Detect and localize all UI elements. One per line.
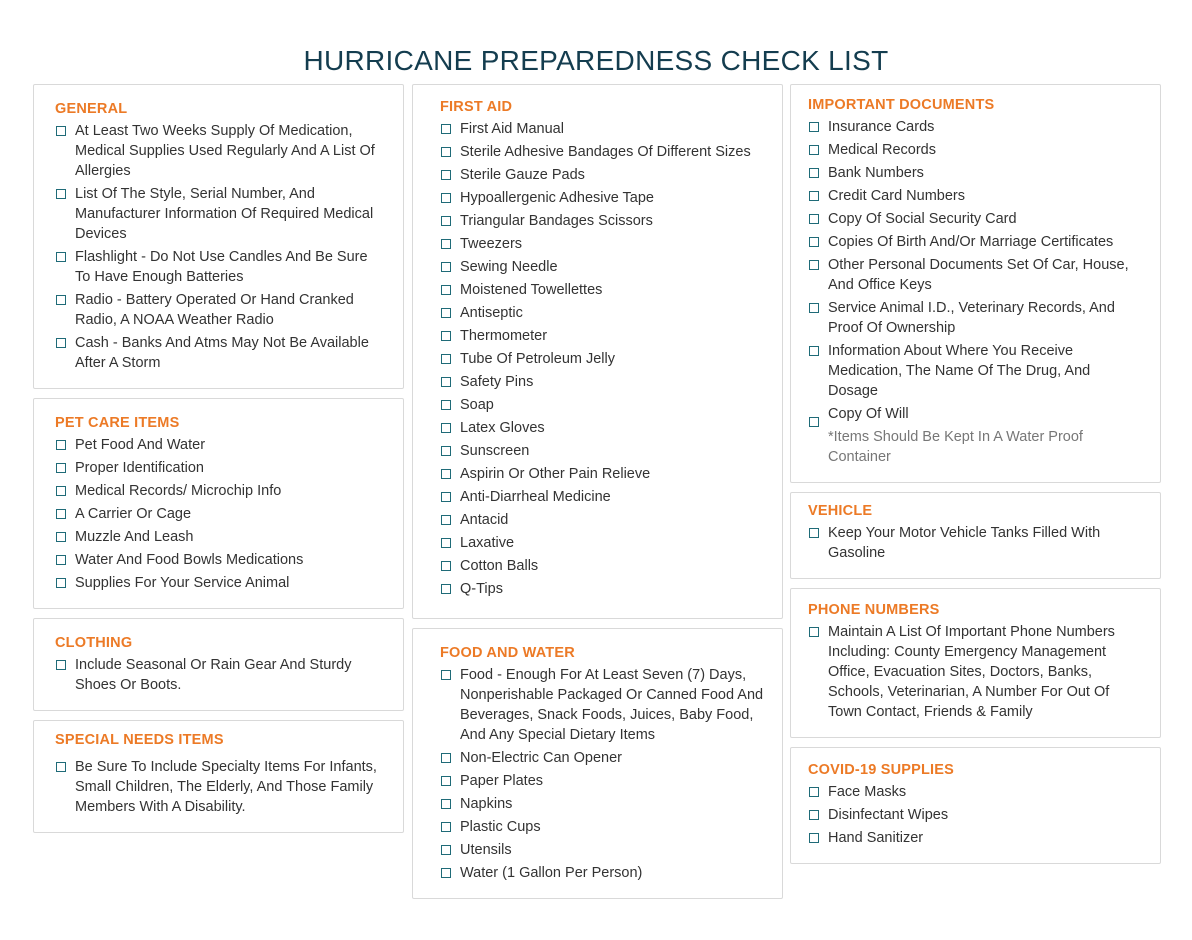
checkbox-icon[interactable] xyxy=(441,124,451,134)
list-item xyxy=(440,372,764,392)
list-item xyxy=(440,142,764,162)
list-item-text: Moistened Towellettes xyxy=(460,282,603,298)
list-item-text: Safety Pins xyxy=(460,374,534,390)
checkbox-icon[interactable] xyxy=(809,417,819,427)
list-item-text: Anti-Diarrheal Medicine xyxy=(460,489,611,505)
checkbox-icon[interactable] xyxy=(441,584,451,594)
list-item xyxy=(808,255,1142,295)
list-item-text: Plastic Cups xyxy=(460,819,541,835)
checkbox-icon[interactable] xyxy=(56,440,66,450)
list-item xyxy=(55,290,385,330)
checklist xyxy=(440,119,764,599)
list-item-text: Tube Of Petroleum Jelly xyxy=(460,351,615,367)
checklist xyxy=(808,622,1142,722)
page-title: HURRICANE PREPAREDNESS CHECK LIST xyxy=(303,44,889,76)
list-item-text: A Carrier Or Cage xyxy=(75,506,192,522)
list-item-text: Hand Sanitizer xyxy=(828,830,924,846)
list-item-text: At Least Two Weeks Supply Of Medication, Medical Supplies Used Regularly And A List Of Allergies xyxy=(75,123,375,179)
checkbox-icon[interactable] xyxy=(809,627,819,637)
checkbox-icon[interactable] xyxy=(441,670,451,680)
checkbox-icon[interactable] xyxy=(56,126,66,136)
checklist xyxy=(808,117,1142,401)
list-item-text: Copy Of Social Security Card xyxy=(828,211,1017,227)
list-item-text: Credit Card Numbers xyxy=(828,188,965,204)
list-item-text: Proper Identification xyxy=(75,460,204,476)
checkbox-icon[interactable] xyxy=(809,810,819,820)
section-heading: GENERAL xyxy=(55,101,128,117)
list-item xyxy=(808,782,1142,802)
list-item-text: Supplies For Your Service Animal xyxy=(75,575,290,591)
list-item-text: Cotton Balls xyxy=(460,558,539,574)
list-item-text: Sterile Adhesive Bandages Of Different Sizes xyxy=(460,144,751,160)
list-item xyxy=(808,186,1142,206)
list-item xyxy=(440,188,764,208)
list-item xyxy=(440,533,764,553)
list-item xyxy=(440,794,764,814)
list-item xyxy=(440,487,764,507)
list-item xyxy=(440,349,764,369)
list-item-text: Cash - Banks And Atms May Not Be Available After A Storm xyxy=(75,335,369,371)
list-item-text: Pet Food And Water xyxy=(75,437,206,453)
list-item-text: Q-Tips xyxy=(460,581,503,597)
card-vehicle xyxy=(790,492,1161,579)
list-item xyxy=(55,247,385,287)
list-item-text: Flashlight - Do Not Use Candles And Be Sure To Have Enough Batteries xyxy=(75,249,368,285)
checkbox-icon[interactable] xyxy=(56,762,66,772)
list-item-text: Antiseptic xyxy=(460,305,523,321)
section-heading: FOOD AND WATER xyxy=(440,645,575,661)
list-item xyxy=(440,234,764,254)
section-heading: VEHICLE xyxy=(808,503,873,519)
checklist xyxy=(55,757,385,817)
checkbox-icon[interactable] xyxy=(441,753,451,763)
checkbox-icon[interactable] xyxy=(56,509,66,519)
list-item-text: Paper Plates xyxy=(460,773,544,789)
list-item xyxy=(440,119,764,139)
list-item xyxy=(55,435,385,455)
checkbox-icon[interactable] xyxy=(56,338,66,348)
checklist-last xyxy=(808,404,1142,467)
checkbox-icon[interactable] xyxy=(56,252,66,262)
list-item xyxy=(55,527,385,547)
checkbox-icon[interactable] xyxy=(441,423,451,433)
list-item-text: Be Sure To Include Specialty Items For Infants, Small Children, The Elderly, And Those Family Members With A Disability. xyxy=(75,759,377,815)
list-item xyxy=(808,163,1142,183)
list-item-text: Sunscreen xyxy=(460,443,530,459)
list-item xyxy=(808,140,1142,160)
checkbox-icon[interactable] xyxy=(56,295,66,305)
list-item-text: Radio - Battery Operated Or Hand Cranked Radio, A NOAA Weather Radio xyxy=(75,292,354,328)
section-heading: CLOTHING xyxy=(55,635,133,651)
checkbox-icon[interactable] xyxy=(441,308,451,318)
list-item-text: Medical Records/ Microchip Info xyxy=(75,483,282,499)
list-item-text: Thermometer xyxy=(460,328,548,344)
list-item-text: Muzzle And Leash xyxy=(75,529,194,545)
checkbox-icon[interactable] xyxy=(809,145,819,155)
list-item-text: Food - Enough For At Least Seven (7) Days, Nonperishable Packaged Or Canned Food And Beverages, Snack Foods, Juices, Baby Food, And Any Special Dietary Items xyxy=(460,667,764,743)
list-item-text: Soap xyxy=(460,397,494,413)
list-item xyxy=(55,504,385,524)
list-item xyxy=(55,184,385,244)
list-item xyxy=(55,333,385,373)
list-item-text: Latex Gloves xyxy=(460,420,545,436)
checkbox-icon[interactable] xyxy=(809,237,819,247)
section-heading: COVID-19 SUPPLIES xyxy=(808,762,955,778)
checkbox-icon[interactable] xyxy=(809,214,819,224)
checkbox-icon[interactable] xyxy=(441,822,451,832)
list-item xyxy=(55,550,385,570)
list-item xyxy=(808,622,1142,722)
list-item xyxy=(55,458,385,478)
checkbox-icon[interactable] xyxy=(441,239,451,249)
card-pet-care xyxy=(33,398,404,609)
list-item-text: Keep Your Motor Vehicle Tanks Filled With Gasoline xyxy=(828,525,1101,561)
checkbox-icon[interactable] xyxy=(56,463,66,473)
list-item-text: Sterile Gauze Pads xyxy=(460,167,585,183)
list-item-text: Tweezers xyxy=(460,236,523,252)
checkbox-icon[interactable] xyxy=(809,303,819,313)
list-item xyxy=(440,817,764,837)
section-heading: PHONE NUMBERS xyxy=(808,602,940,618)
list-item-text: Napkins xyxy=(460,796,513,812)
section-heading: IMPORTANT DOCUMENTS xyxy=(808,97,995,113)
column-right xyxy=(790,84,1161,873)
list-item xyxy=(440,280,764,300)
list-item-text: Non-Electric Can Opener xyxy=(460,750,622,766)
list-item-text: Include Seasonal Or Rain Gear And Sturdy Shoes Or Boots. xyxy=(75,657,352,693)
list-item-text: Triangular Bandages Scissors xyxy=(460,213,653,229)
card-phone-numbers xyxy=(790,588,1161,738)
checklist xyxy=(440,665,764,883)
checklist xyxy=(808,523,1142,563)
list-item xyxy=(440,863,764,883)
checkbox-icon[interactable] xyxy=(441,561,451,571)
card-food-water xyxy=(412,628,783,899)
list-item-text: Service Animal I.D., Veterinary Records, And Proof Of Ownership xyxy=(828,300,1115,336)
checkbox-icon[interactable] xyxy=(56,532,66,542)
list-item xyxy=(808,404,1142,467)
list-item xyxy=(440,257,764,277)
list-item xyxy=(440,326,764,346)
section-heading: FIRST AID xyxy=(440,99,513,115)
checkbox-icon[interactable] xyxy=(441,170,451,180)
checkbox-icon[interactable] xyxy=(809,260,819,270)
checklist xyxy=(55,435,385,593)
list-item xyxy=(808,828,1142,848)
checkbox-icon[interactable] xyxy=(441,147,451,157)
list-item xyxy=(808,232,1142,252)
list-item xyxy=(440,556,764,576)
section-heading: SPECIAL NEEDS ITEMS xyxy=(55,732,224,748)
section-heading: PET CARE ITEMS xyxy=(55,415,180,431)
list-item-text: Aspirin Or Other Pain Relieve xyxy=(460,466,651,482)
checklist xyxy=(55,121,385,373)
checkbox-icon[interactable] xyxy=(441,331,451,341)
list-item xyxy=(55,121,385,181)
list-item xyxy=(808,117,1142,137)
list-item-text: Other Personal Documents Set Of Car, House, And Office Keys xyxy=(828,257,1129,293)
checkbox-icon[interactable] xyxy=(56,189,66,199)
list-item xyxy=(440,665,764,745)
list-item xyxy=(440,579,764,599)
list-item xyxy=(440,840,764,860)
list-item-text: Water And Food Bowls Medications xyxy=(75,552,304,568)
list-item xyxy=(808,209,1142,229)
checkbox-icon[interactable] xyxy=(809,528,819,538)
checkbox-icon[interactable] xyxy=(441,262,451,272)
checkbox-icon[interactable] xyxy=(441,377,451,387)
checkbox-icon[interactable] xyxy=(441,492,451,502)
list-item xyxy=(808,341,1142,401)
list-item xyxy=(440,418,764,438)
list-item xyxy=(808,805,1142,825)
list-item-text: Water (1 Gallon Per Person) xyxy=(460,865,643,881)
list-item-text: First Aid Manual xyxy=(460,121,564,137)
list-item-text: Antacid xyxy=(460,512,509,528)
card-clothing xyxy=(33,618,404,711)
list-item-text: Sewing Needle xyxy=(460,259,558,275)
list-item-text: Medical Records xyxy=(828,142,936,158)
list-item-text: Utensils xyxy=(460,842,512,858)
card-first-aid xyxy=(412,84,783,619)
list-item-text: Laxative xyxy=(460,535,515,551)
checkbox-icon[interactable] xyxy=(56,486,66,496)
checkbox-icon[interactable] xyxy=(56,660,66,670)
list-item-text: Maintain A List Of Important Phone Numbers Including: County Emergency Management Office, Evacuation Sites, Doctors, Banks, Schools, Veterinarian, A Number For Out Of Town Contact, Friends & Family xyxy=(828,624,1115,720)
list-item-text: Information About Where You Receive Medication, The Name Of The Drug, And Dosage xyxy=(828,343,1091,399)
checkbox-icon[interactable] xyxy=(809,168,819,178)
list-item xyxy=(55,481,385,501)
checkbox-icon[interactable] xyxy=(441,538,451,548)
list-item xyxy=(55,655,385,695)
list-item-text: Copies Of Birth And/Or Marriage Certificates xyxy=(828,234,1114,250)
note-text: *Items Should Be Kept In A Water Proof Container xyxy=(828,429,1083,465)
list-item-text: Bank Numbers xyxy=(828,165,924,181)
checkbox-icon[interactable] xyxy=(809,833,819,843)
card-covid-supplies xyxy=(790,747,1161,864)
checkbox-icon[interactable] xyxy=(441,446,451,456)
checkbox-icon[interactable] xyxy=(441,868,451,878)
checkbox-icon[interactable] xyxy=(809,787,819,797)
list-item-text: Face Masks xyxy=(828,784,907,800)
list-item-text: Hypoallergenic Adhesive Tape xyxy=(460,190,655,206)
card-important-documents xyxy=(790,84,1161,483)
checkbox-icon[interactable] xyxy=(441,776,451,786)
checkbox-icon[interactable] xyxy=(441,285,451,295)
checkbox-icon[interactable] xyxy=(441,354,451,364)
list-item xyxy=(440,441,764,461)
list-item-text: List Of The Style, Serial Number, And Manufacturer Information Of Required Medical Devices xyxy=(75,186,374,242)
checkbox-icon[interactable] xyxy=(809,191,819,201)
list-item xyxy=(440,510,764,530)
list-item-text: Disinfectant Wipes xyxy=(828,807,949,823)
list-item xyxy=(440,771,764,791)
checkbox-icon[interactable] xyxy=(441,216,451,226)
list-item xyxy=(440,748,764,768)
column-left xyxy=(33,84,404,842)
checkbox-icon[interactable] xyxy=(56,555,66,565)
card-special-needs xyxy=(33,720,404,833)
checkbox-icon[interactable] xyxy=(441,193,451,203)
checkbox-icon[interactable] xyxy=(441,799,451,809)
list-item xyxy=(808,523,1142,563)
checklist xyxy=(55,655,385,695)
checkbox-icon[interactable] xyxy=(809,346,819,356)
list-item xyxy=(55,573,385,593)
checkbox-icon[interactable] xyxy=(809,122,819,132)
list-item xyxy=(440,211,764,231)
checkbox-icon[interactable] xyxy=(441,469,451,479)
list-item-text xyxy=(828,404,1142,467)
list-item xyxy=(440,464,764,484)
checkbox-icon[interactable] xyxy=(441,400,451,410)
card-general xyxy=(33,84,404,389)
checklist xyxy=(808,782,1142,848)
list-item xyxy=(440,165,764,185)
list-item-label: Copy Of Will xyxy=(828,406,909,422)
checkbox-icon[interactable] xyxy=(441,515,451,525)
list-item xyxy=(440,303,764,323)
column-middle xyxy=(412,84,783,908)
list-item xyxy=(808,298,1142,338)
checkbox-icon[interactable] xyxy=(56,578,66,588)
list-item xyxy=(55,757,385,817)
list-item xyxy=(440,395,764,415)
list-item-text: Insurance Cards xyxy=(828,119,935,135)
checkbox-icon[interactable] xyxy=(441,845,451,855)
